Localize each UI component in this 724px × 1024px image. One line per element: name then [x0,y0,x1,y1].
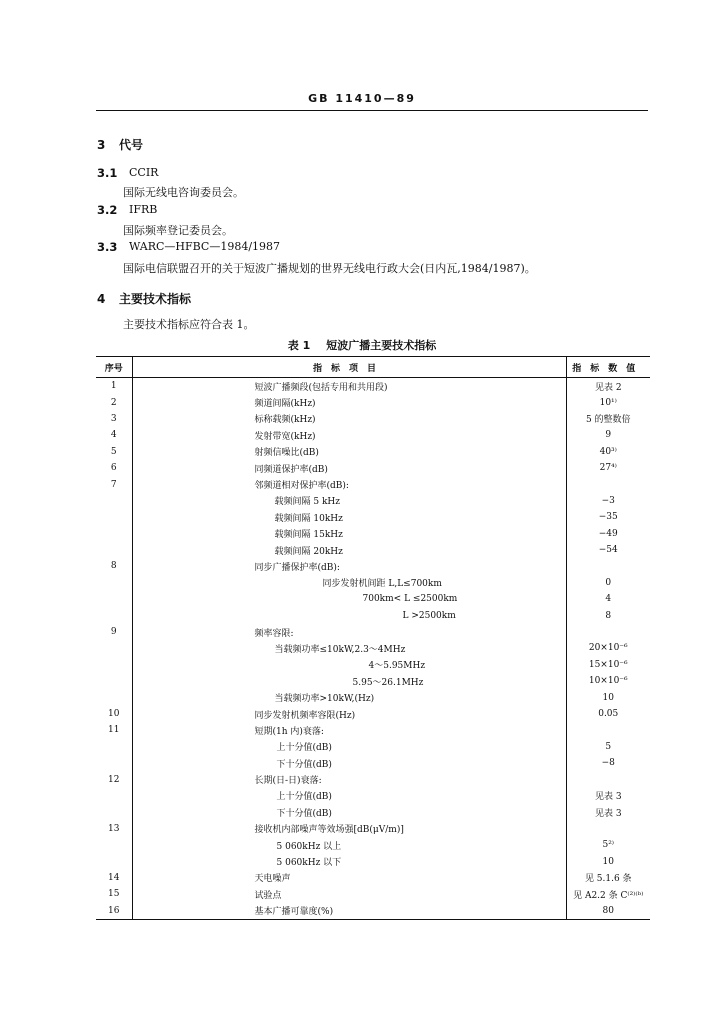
section-3-1-title: CCIR [129,166,159,179]
table-row [96,722,650,738]
row-number: 4 [96,427,132,443]
row-item: 当载频功率>10kW,(Hz) [274,694,375,705]
table-row [96,558,650,574]
row-value: −3 [566,493,650,509]
row-item: 射频信噪比(dB) [254,448,319,459]
table-row [96,624,650,640]
row-value: −54 [566,542,650,558]
table-row [96,673,650,689]
row-value: 10 [566,853,650,869]
row-number: 5 [96,444,132,460]
row-item: 4～5.95MHz [368,661,426,672]
row-value: 15×10⁻⁶ [566,657,650,673]
section-3-3-title: WARC—HFBC—1984/1987 [129,240,281,253]
row-value: 8 [566,607,650,623]
row-item: 下十分值(dB) [276,759,332,770]
section-3-heading [97,136,143,153]
row-number: 16 [96,903,132,920]
row-number [96,739,132,755]
row-item: 同频道保护率(dB) [254,464,328,475]
row-number [96,755,132,771]
row-value: 0 [566,575,650,591]
table-row [96,411,650,427]
table-caption-title: 短波广播主要技术指标 [326,339,437,352]
row-number [96,689,132,705]
row-number [96,591,132,607]
table-row [96,689,650,705]
row-value [566,771,650,787]
row-value: 5 的整数倍 [566,411,650,427]
table-row [96,607,650,623]
row-value: 见表 2 [566,378,650,395]
row-value [566,821,650,837]
header-item-label: 指标项目 [312,363,385,374]
row-number: 10 [96,706,132,722]
section-4-title: 主要技术指标 [119,292,192,306]
table-row [96,804,650,820]
row-item: 上十分值(dB) [276,792,332,803]
table-row [96,837,650,853]
row-item: 上十分值(dB) [276,743,332,754]
table-caption-number: 表 1 [287,339,311,352]
row-number: 12 [96,771,132,787]
section-4-intro: 主要技术指标应符合表 1。 [123,318,255,331]
row-number: 3 [96,411,132,427]
page-header: GB 11410—89 [308,92,416,105]
row-number [96,853,132,869]
table-row [96,657,650,673]
row-number [96,640,132,656]
row-number: 15 [96,886,132,902]
row-item: 天电噪声 [254,874,291,885]
section-3-1-desc: 国际无线电咨询委员会。 [123,186,244,199]
row-number: 14 [96,870,132,886]
section-3-1-number: 3.1 [97,166,118,180]
row-value: 4 [566,591,650,607]
table-row [96,886,650,902]
row-item: L >2500km [402,610,456,621]
section-3-2-number: 3.2 [97,203,118,217]
row-item: 频率容限: [254,628,294,639]
row-item: 5 060kHz 以上 [276,841,342,852]
row-item: 接收机内部噪声等效场强[dB(μV/m)] [254,825,404,836]
table-row [96,788,650,804]
row-value: 40³⁾ [566,444,650,460]
table-row [96,444,650,460]
row-number [96,526,132,542]
row-item: 试验点 [254,890,282,901]
table-row [96,509,650,525]
row-item: 载频间隔 10kHz [274,513,343,524]
row-item: 同步发射机间距 L,L≤700km [322,579,442,590]
row-value [566,722,650,738]
row-item: 短波广播频段(包括专用和共用段) [254,382,388,393]
table-row [96,903,650,920]
spec-table [96,356,650,920]
header-value-label: 指标数值 [572,363,645,374]
table-header-row [96,357,650,378]
row-value: 10×10⁻⁶ [566,673,650,689]
header-item [132,357,566,378]
row-number [96,804,132,820]
table-row [96,526,650,542]
row-item: 频道间隔(kHz) [254,399,316,410]
section-3-2-desc: 国际频率登记委员会。 [123,224,233,237]
row-value: 80 [566,903,650,920]
row-number [96,493,132,509]
row-item: 长期(日-日)衰落: [254,776,322,787]
row-item: 5.95～26.1MHz [352,677,424,688]
row-item: 下十分值(dB) [276,808,332,819]
row-value [566,558,650,574]
row-item: 载频间隔 5 kHz [274,497,340,508]
section-3-3-desc: 国际电信联盟召开的关于短波广播规划的世界无线电行政大会(日内瓦,1984/1987)。 [123,262,536,275]
section-3-3-number: 3.3 [97,240,118,254]
row-number: 11 [96,722,132,738]
row-number: 13 [96,821,132,837]
row-number [96,607,132,623]
section-3-2-title: IFRB [129,203,158,216]
row-number [96,788,132,804]
table-caption [0,337,724,353]
row-value [566,476,650,492]
row-number: 2 [96,394,132,410]
section-4-number: 4 [97,292,106,306]
table-row [96,542,650,558]
row-number: 8 [96,558,132,574]
table-row [96,591,650,607]
table-row [96,427,650,443]
table-row [96,640,650,656]
row-number [96,509,132,525]
row-number: 6 [96,460,132,476]
row-number [96,542,132,558]
section-3-number: 3 [97,138,106,152]
header-value [566,357,650,378]
table-row [96,493,650,509]
table-row [96,476,650,492]
row-item: 700km< L ≤2500km [362,594,458,605]
row-value: 见 5.1.6 条 [566,870,650,886]
row-value: 5²⁾ [566,837,650,853]
row-item: 基本广播可靠度(%) [132,903,566,920]
row-value: 9 [566,427,650,443]
row-item: 短期(1h 内)衰落: [254,726,324,737]
row-value: −35 [566,509,650,525]
row-value: 10 [566,689,650,705]
section-4-heading [97,290,191,307]
table-row [96,870,650,886]
table-row [96,706,650,722]
row-value [566,624,650,640]
header-num: 序号 [96,357,132,378]
table-row [96,853,650,869]
row-number: 7 [96,476,132,492]
row-number [96,837,132,853]
row-value: 10¹⁾ [566,394,650,410]
table-row [96,460,650,476]
row-item: 同步广播保护率(dB): [254,562,340,573]
row-item: 邻频道相对保护率(dB): [254,481,349,492]
row-value: −8 [566,755,650,771]
row-number: 9 [96,624,132,640]
row-item: 载频间隔 15kHz [274,530,343,541]
row-value: 27⁴⁾ [566,460,650,476]
row-number [96,673,132,689]
section-3-title: 代号 [119,138,144,152]
row-item: 同步发射机频率容限(Hz) [254,710,356,721]
row-value: 20×10⁻⁶ [566,640,650,656]
table-row [96,739,650,755]
table-row [96,771,650,787]
row-item: 当载频功率≤10kW,2.3～4MHz [274,644,406,655]
row-item: 发射带宽(kHz) [254,431,316,442]
row-value: 见表 3 [566,804,650,820]
row-number [96,575,132,591]
row-item: 5 060kHz 以下 [276,858,342,869]
table-row [96,755,650,771]
table-row [96,821,650,837]
table-row [96,394,650,410]
row-value: 见 A2.2 条 C⁽²⁾⁽ᵇ⁾ [566,886,650,902]
row-item: 标称载频(kHz) [254,415,316,426]
header-rule [96,110,648,111]
row-value: 见表 3 [566,788,650,804]
table-row [96,575,650,591]
table-row [96,378,650,395]
row-item: 载频间隔 20kHz [274,546,343,557]
row-number: 1 [96,378,132,395]
row-value: 5 [566,739,650,755]
row-number [96,657,132,673]
row-value: −49 [566,526,650,542]
row-value: 0.05 [566,706,650,722]
